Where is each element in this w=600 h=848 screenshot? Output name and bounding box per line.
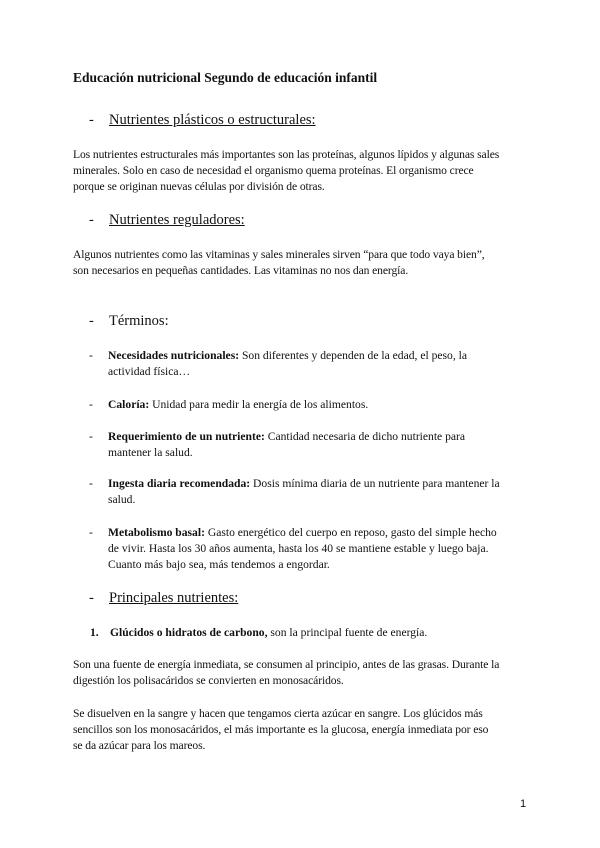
- term-label: Necesidades nutricionales:: [108, 349, 240, 362]
- list-dash: -: [89, 398, 93, 411]
- page-number: 1: [520, 798, 527, 810]
- term-definition: Unidad para medir la energía de los alimentos.: [149, 398, 369, 411]
- term-label: Glúcidos o hidratos de carbono,: [110, 626, 268, 639]
- term-definition: Gasto energético del cuerpo en reposo, gasto del simple hecho: [204, 526, 497, 539]
- numbered-item-glucidos: [90, 626, 427, 639]
- paragraph-line: son necesarios en pequeñas cantidades. Las vitaminas no nos dan energía.: [73, 264, 409, 277]
- heading-reguladores: [89, 212, 245, 229]
- heading-text: Principales nutrientes:: [109, 590, 239, 606]
- paragraph-line: Algunos nutrientes como las vitaminas y sales minerales sirven “para que todo vaya bien”,: [73, 248, 485, 261]
- term-label: Metabolismo basal:: [108, 526, 205, 539]
- term-caloria: [89, 397, 529, 413]
- term-label: Caloría:: [108, 398, 150, 411]
- term-definition: Dosis mínima diaria de un nutriente para mantener la: [250, 477, 500, 490]
- list-number: 1.: [90, 626, 99, 639]
- term-label: Ingesta diaria recomendada:: [108, 477, 251, 490]
- paragraph-line: se da azúcar para los mareos.: [73, 739, 206, 752]
- term-definition: Son diferentes y dependen de la edad, el peso, la: [239, 349, 468, 362]
- heading-dash: -: [89, 590, 94, 606]
- term-requerimiento: [89, 429, 529, 461]
- term-definition: Cantidad necesaria de dicho nutriente para: [264, 430, 466, 443]
- paragraph-reguladores: [73, 247, 533, 279]
- paragraph-glucidos-2: [73, 706, 533, 754]
- term-necesidades-nutricionales: [89, 348, 529, 380]
- heading-text: Nutrientes reguladores:: [109, 212, 245, 228]
- heading-terminos: [89, 313, 169, 330]
- heading-principales: [89, 590, 238, 607]
- term-definition-line: de vivir. Hasta los 30 años aumenta, hasta los 40 se mantiene estable y luego baja.: [108, 542, 489, 555]
- list-dash: -: [89, 526, 93, 539]
- heading-dash: -: [89, 313, 94, 329]
- heading-text: Términos:: [109, 313, 169, 329]
- list-dash: -: [89, 349, 93, 362]
- document-title: Educación nutricional Segundo de educación infantil: [73, 70, 378, 85]
- heading-plasticos: [89, 112, 316, 129]
- paragraph-line: Se disuelven en la sangre y hacen que tengamos cierta azúcar en sangre. Los glúcidos más: [73, 707, 483, 720]
- heading-dash: -: [89, 112, 94, 128]
- paragraph-line: Son una fuente de energía inmediata, se consumen al principio, antes de las grasas. Durante la: [73, 658, 500, 671]
- term-definition: son la principal fuente de energía.: [267, 626, 428, 639]
- term-ingesta-diaria: [89, 476, 529, 508]
- paragraph-line: Los nutrientes estructurales más importantes son las proteínas, algunos lípidos y algunas sales: [73, 148, 500, 161]
- term-definition-line: Cuanto más bajo sea, más tendemos a engordar.: [108, 558, 330, 571]
- paragraph-line: sencillos son los monosacáridos, el más importante es la glucosa, energía inmediata por eso: [73, 723, 489, 736]
- paragraph-plasticos: [73, 147, 533, 195]
- list-dash: -: [89, 430, 93, 443]
- term-definition-line: actividad física…: [108, 365, 191, 378]
- heading-dash: -: [89, 212, 94, 228]
- list-dash: -: [89, 477, 93, 490]
- heading-text: Nutrientes plásticos o estructurales:: [109, 112, 316, 128]
- term-label: Requerimiento de un nutriente:: [108, 430, 265, 443]
- term-metabolismo-basal: [89, 525, 529, 573]
- term-definition-line: mantener la salud.: [108, 446, 193, 459]
- paragraph-line: porque se originan nuevas células por división de otras.: [73, 180, 325, 193]
- paragraph-glucidos-1: [73, 657, 533, 689]
- term-definition-line: salud.: [108, 493, 136, 506]
- paragraph-line: minerales. Solo en caso de necesidad el organismo quema proteínas. El organismo crece: [73, 164, 474, 177]
- paragraph-line: digestión los polisacáridos se convierten en monosacáridos.: [73, 674, 344, 687]
